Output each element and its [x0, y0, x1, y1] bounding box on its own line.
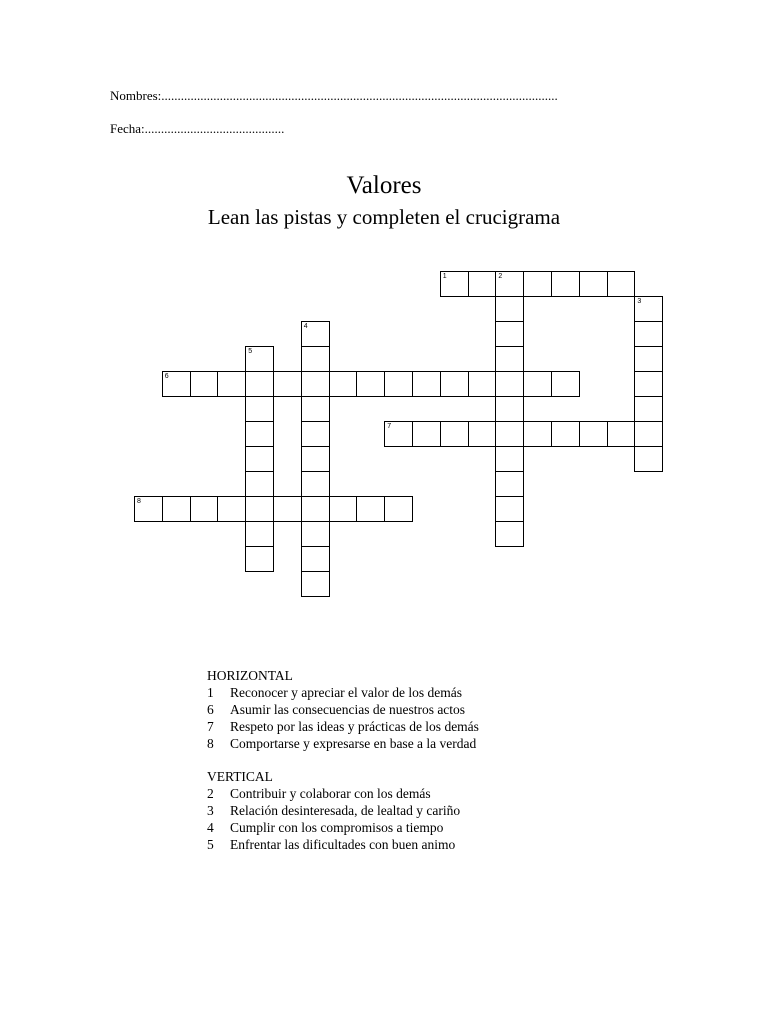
crossword-cell[interactable]	[162, 496, 191, 522]
crossword-cell[interactable]	[384, 371, 413, 397]
crossword-cell[interactable]	[495, 446, 524, 472]
crossword-cell[interactable]	[301, 371, 330, 397]
crossword-cell[interactable]	[301, 346, 330, 372]
crossword-cell[interactable]	[468, 421, 497, 447]
crossword-cell[interactable]	[634, 446, 663, 472]
clue-number: 7	[387, 423, 392, 430]
crossword-cell[interactable]	[190, 496, 219, 522]
clue-number: 2	[207, 786, 214, 801]
crossword-cell[interactable]	[495, 371, 524, 397]
crossword-cell[interactable]	[384, 421, 413, 447]
crossword-cell[interactable]	[217, 371, 246, 397]
crossword-cell[interactable]	[134, 496, 163, 522]
crossword-cell[interactable]	[301, 421, 330, 447]
horizontal-clue	[207, 718, 479, 735]
clue-text: Asumir las consecuencias de nuestros actos	[230, 702, 466, 717]
clue-number: 8	[137, 498, 141, 505]
crossword-cell[interactable]	[634, 296, 663, 322]
crossword-cell[interactable]	[495, 496, 524, 522]
crossword-cell[interactable]	[551, 371, 580, 397]
crossword-cell[interactable]	[245, 521, 274, 547]
vertical-clue	[207, 819, 479, 836]
clue-number: 8	[207, 736, 214, 751]
crossword-cell[interactable]	[523, 371, 552, 397]
clue-number: 2	[498, 273, 503, 280]
crossword-cell[interactable]	[495, 346, 524, 372]
vertical-clue	[207, 836, 479, 853]
crossword-cell[interactable]	[495, 296, 524, 322]
crossword-cell[interactable]	[245, 471, 274, 497]
crossword-cell[interactable]	[468, 371, 497, 397]
clue-text: Relación desinteresada, de lealtad y cariño	[230, 803, 461, 818]
crossword-cell[interactable]	[495, 421, 524, 447]
crossword-cell[interactable]	[551, 421, 580, 447]
vertical-heading: VERTICAL	[207, 769, 273, 784]
crossword-cell[interactable]	[607, 271, 636, 297]
crossword-cell[interactable]	[301, 471, 330, 497]
crossword-cell[interactable]	[245, 446, 274, 472]
horizontal-clue	[207, 701, 479, 718]
clue-number: 4	[207, 820, 214, 835]
crossword-cell[interactable]	[579, 421, 608, 447]
clue-number: 1	[442, 273, 447, 280]
crossword-cell[interactable]	[301, 571, 330, 597]
crossword-cell[interactable]	[356, 496, 385, 522]
crossword-cell[interactable]	[245, 546, 274, 572]
fecha-field: Fecha:...........................................	[110, 121, 285, 136]
crossword-cell[interactable]	[523, 421, 552, 447]
clue-text: Cumplir con los compromisos a tiempo	[230, 820, 444, 835]
clue-text: Contribuir y colaborar con los demás	[230, 786, 431, 801]
crossword-cell[interactable]	[301, 496, 330, 522]
crossword-cell[interactable]	[468, 271, 497, 297]
crossword-cell[interactable]	[245, 371, 274, 397]
crossword-cell[interactable]	[301, 396, 330, 422]
crossword-cell[interactable]	[495, 471, 524, 497]
horizontal-clue	[207, 684, 479, 701]
crossword-cell[interactable]	[301, 446, 330, 472]
clues-section	[207, 667, 479, 853]
clue-number: 6	[207, 702, 214, 717]
clue-number: 3	[207, 803, 214, 818]
crossword-cell[interactable]	[440, 421, 469, 447]
crossword-cell[interactable]	[634, 321, 663, 347]
page-title: Valores	[346, 172, 422, 199]
vertical-clue-list	[207, 785, 479, 853]
clue-text: Respeto por las ideas y prácticas de los demás	[230, 719, 479, 734]
crossword-cell[interactable]	[607, 421, 636, 447]
horizontal-clue-list	[207, 684, 479, 752]
crossword-cell[interactable]	[412, 371, 441, 397]
crossword-cell[interactable]	[412, 421, 441, 447]
clue-number: 6	[164, 373, 169, 380]
clue-number: 5	[207, 837, 214, 852]
horizontal-heading: HORIZONTAL	[207, 668, 293, 683]
clue-number: 1	[207, 685, 214, 700]
crossword-cell[interactable]	[245, 346, 274, 372]
horizontal-clue	[207, 735, 479, 752]
crossword-cell[interactable]	[495, 271, 524, 297]
crossword-cell[interactable]	[634, 421, 663, 447]
clue-text: Enfrentar las dificultades con buen animo	[230, 837, 456, 852]
crossword-cell[interactable]	[551, 271, 580, 297]
crossword-cell[interactable]	[440, 371, 469, 397]
crossword-cell[interactable]	[356, 371, 385, 397]
clue-number: 3	[637, 298, 642, 305]
clue-text: Reconocer y apreciar el valor de los demás	[230, 685, 463, 700]
nombres-field: Nombres:..........................................................................................................................	[110, 88, 558, 103]
crossword-cell[interactable]	[301, 546, 330, 572]
crossword-cell[interactable]	[634, 346, 663, 372]
crossword-cell[interactable]	[634, 371, 663, 397]
crossword-cell[interactable]	[245, 496, 274, 522]
crossword-cell[interactable]	[301, 521, 330, 547]
crossword-cell[interactable]	[495, 396, 524, 422]
crossword-cell[interactable]	[190, 371, 219, 397]
clue-number: 7	[207, 719, 214, 734]
crossword-cell[interactable]	[162, 371, 191, 397]
crossword-cell[interactable]	[245, 396, 274, 422]
crossword-cell[interactable]	[579, 271, 608, 297]
crossword-cell[interactable]	[384, 496, 413, 522]
vertical-clue	[207, 785, 479, 802]
crossword-cell[interactable]	[440, 271, 469, 297]
crossword-cell[interactable]	[217, 496, 246, 522]
clue-text: Comportarse y expresarse en base a la verdad	[230, 736, 477, 751]
crossword-cell[interactable]	[329, 496, 358, 522]
vertical-clue	[207, 802, 479, 819]
crossword-cell[interactable]	[495, 321, 524, 347]
clue-number: 5	[248, 348, 253, 355]
crossword-cell[interactable]	[495, 521, 524, 547]
crossword-cell[interactable]	[634, 396, 663, 422]
crossword-cell[interactable]	[273, 371, 302, 397]
crossword-cell[interactable]	[523, 271, 552, 297]
crossword-cell[interactable]	[329, 371, 358, 397]
crossword-cell[interactable]	[273, 496, 302, 522]
page-subtitle: Lean las pistas y completen el crucigrama	[207, 205, 561, 229]
crossword-cell[interactable]	[245, 421, 274, 447]
clue-number: 4	[303, 323, 308, 330]
crossword-cell[interactable]	[301, 321, 330, 347]
